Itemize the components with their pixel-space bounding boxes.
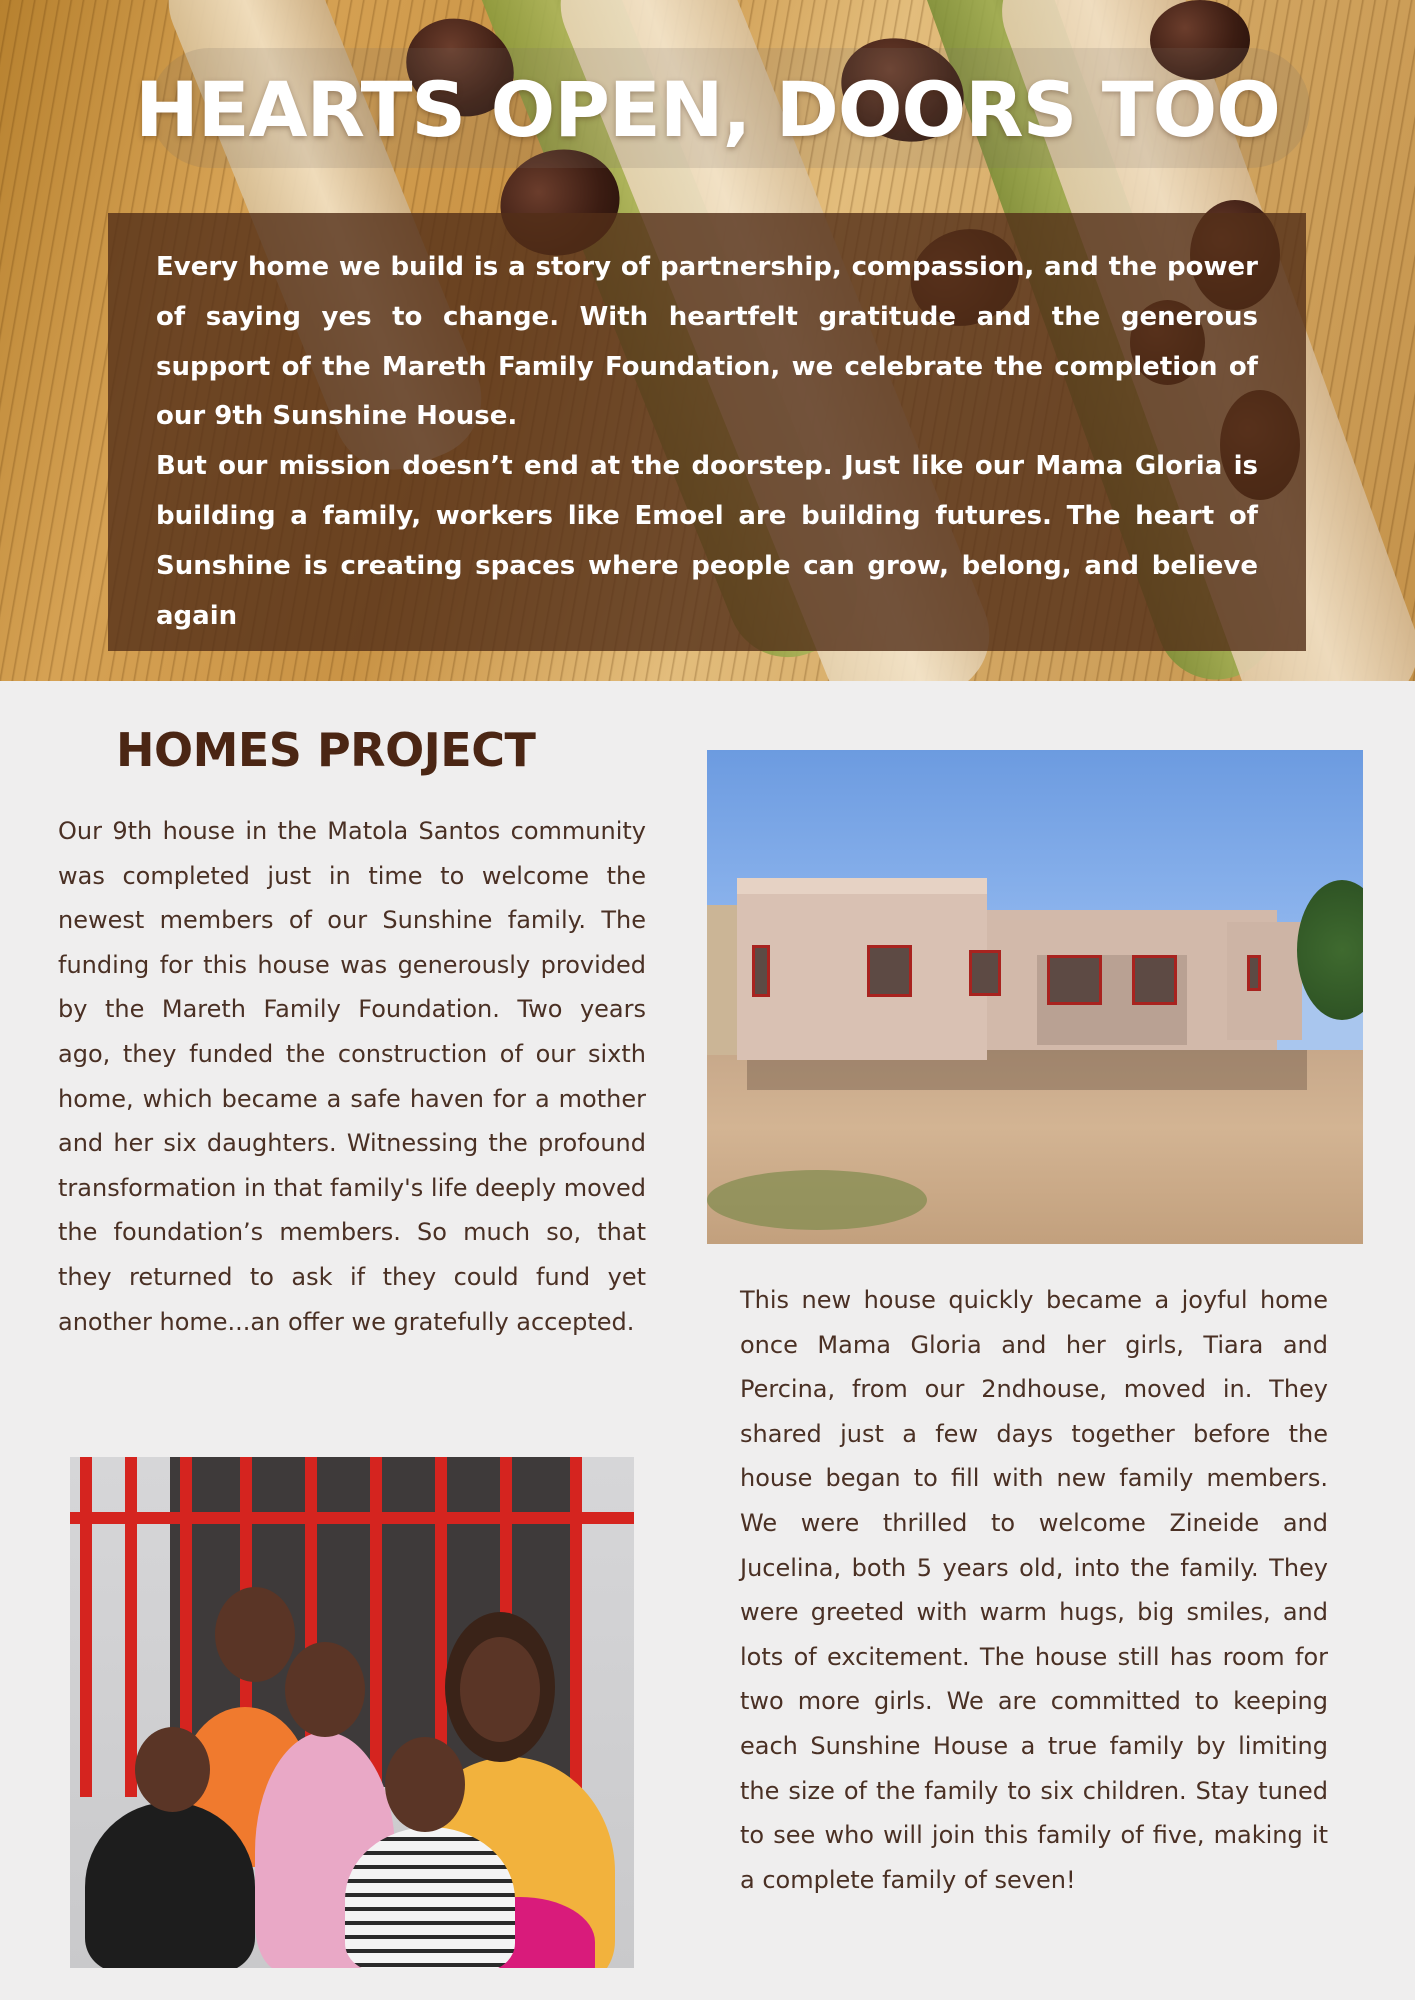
hero-banner [0, 0, 1415, 681]
photo-person-girl [85, 1802, 255, 1968]
photo-gate-bar [125, 1457, 137, 1797]
photo-tree [1297, 880, 1363, 1020]
photo-person-face [285, 1642, 365, 1737]
photo-house-main [737, 890, 987, 1060]
photo-person-face [385, 1737, 465, 1832]
photo-window [1132, 955, 1177, 1005]
photo-house-end [1227, 922, 1302, 1040]
family-photo [70, 1457, 634, 1968]
photo-window [867, 945, 912, 997]
photo-window [752, 945, 770, 997]
section-title: HOMES PROJECT [116, 723, 536, 777]
photo-window [1247, 955, 1261, 991]
photo-window [969, 950, 1001, 996]
photo-person-face [215, 1587, 295, 1682]
photo-gate-bar [570, 1457, 582, 1797]
photo-house-roof [737, 878, 987, 894]
photo-gate-rail [70, 1512, 634, 1524]
photo-grass [707, 1170, 927, 1230]
left-column-text: Our 9th house in the Matola Santos community was completed just in time to welcome the newest members of our Sunshine family. The funding for this house was generously provided by the Mareth Family Foundation. Two years ago, they funded the construction of our sixth home, which became a safe haven for a mother and her six daughters. Witnessing the profound transformation in that family's life deeply moved the foundation’s members. So much so, that they returned to ask if they could fund yet another home...an offer we gratefully accepted. [58, 817, 646, 1336]
photo-person-face [460, 1637, 540, 1742]
intro-paragraph: Every home we build is a story of partnership, compassion, and the power of saying yes to change. With heartfelt gratitude and the generous support of the Mareth Family Foundation, we celebrate the completion of our 9th Sunshine House. [156, 252, 1258, 432]
intro-paragraph: But our mission doesn’t end at the doorstep. Just like our Mama Gloria is building a family, workers like Emoel are building futures. The heart of Sunshine is creating spaces where people can grow, belong, and believe again [156, 451, 1258, 631]
photo-window [1047, 955, 1102, 1005]
right-column-text: This new house quickly became a joyful home once Mama Gloria and her girls, Tiara and Percina, from our 2ndhouse, moved in. They shared just a few days together before the house began to fill with new family members. We were thrilled to welcome Zineide and Jucelina, both 5 years old, into the family. They were greeted with warm hugs, big smiles, and lots of excitement. The house still has room for two more girls. We are committed to keeping each Sunshine House a true family by limiting the size of the family to six children. Stay tuned to see who will join this family of five, making it a complete family of seven! [740, 1286, 1328, 1894]
house-photo [707, 750, 1363, 1244]
photo-person-boy [345, 1827, 515, 1968]
photo-person-face [135, 1727, 210, 1812]
photo-gate-bar [370, 1457, 382, 1797]
photo-gate-bar [80, 1457, 92, 1797]
page-title: HEARTS OPEN, DOORS TOO [135, 65, 1280, 154]
intro-box [108, 213, 1306, 651]
